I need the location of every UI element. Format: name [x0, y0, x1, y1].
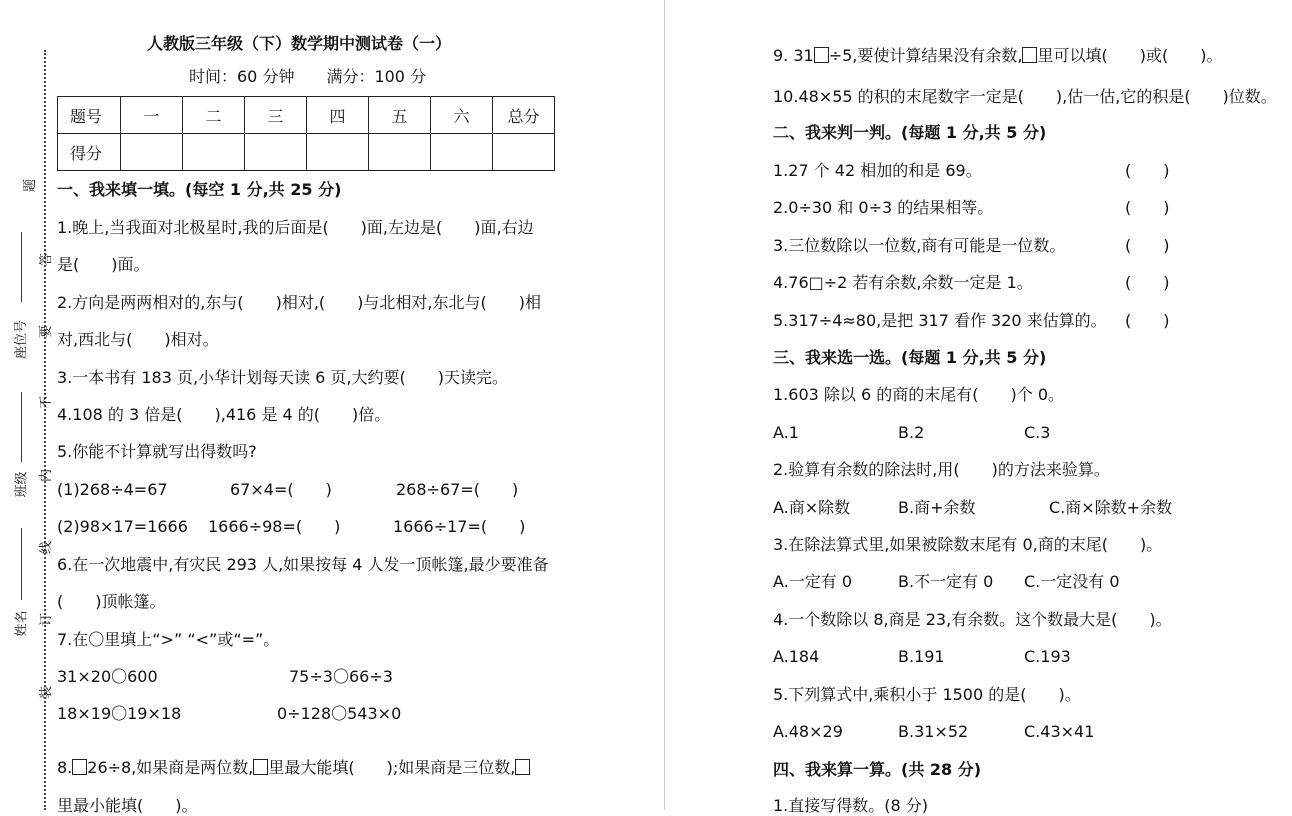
choice-4-option-a: A.184: [773, 647, 820, 666]
score-row-label: 得分: [58, 134, 121, 171]
name-write-line[interactable]: [21, 528, 22, 600]
seal-char-2: 答: [39, 252, 55, 267]
blank-box: [253, 759, 268, 775]
score-cell-header: 总分: [493, 97, 555, 134]
judge-answer-2: ( ): [1125, 198, 1170, 217]
question-5-2-given: (2)98×17=1666: [57, 517, 188, 536]
seal-char-1: 题: [23, 178, 39, 193]
score-cell-header: 二: [183, 97, 245, 134]
section-4-part-1: 1.直接写得数。(8 分): [773, 796, 929, 815]
score-table-header-row: [58, 97, 555, 134]
score-cell-header: 五: [369, 97, 431, 134]
question-8-line-2: 里最小能填( )。: [57, 796, 198, 815]
seal-char-4: 不: [39, 395, 55, 410]
question-5-1-blank-a: 67×4=( ): [230, 480, 332, 499]
choice-question-4: 4.一个数除以 8,商是 23,有余数。这个数最大是( )。: [773, 610, 1172, 629]
score-cell-header: 四: [307, 97, 369, 134]
question-7: 7.在〇里填上“>” “<”或“=”。: [57, 630, 280, 649]
seat-label: 座位号: [14, 319, 30, 360]
seal-char-3: 要: [39, 324, 55, 339]
question-8-line-1: [57, 758, 530, 778]
score-table: [57, 96, 555, 171]
judge-question-3: 3.三位数除以一位数,商有可能是一位数。: [773, 236, 1066, 255]
section-3-heading: 三、我来选一选。(每题 1 分,共 5 分): [773, 348, 1047, 367]
question-9-part-b: 里可以填( )或( )。: [1037, 46, 1223, 65]
class-label: 班级: [14, 471, 30, 498]
question-7-a: 31×20〇600: [57, 667, 158, 686]
choice-2-option-a: A.商×除数: [773, 498, 851, 517]
seal-char-7: 订: [39, 612, 55, 627]
score-cell-blank[interactable]: [245, 134, 307, 171]
page-divider: [664, 0, 665, 810]
seal-char-8: 装: [39, 685, 55, 700]
score-cell-label: 题号: [58, 97, 121, 134]
blank-box: [814, 47, 829, 63]
choice-5-option-c: C.43×41: [1024, 722, 1095, 741]
question-5-1-blank-b: 268÷67=( ): [396, 480, 519, 499]
question-6-line-2: ( )顶帐篷。: [57, 592, 166, 611]
score-cell-blank[interactable]: [493, 134, 555, 171]
choice-4-option-b: B.191: [898, 647, 945, 666]
judge-answer-4: ( ): [1125, 273, 1170, 292]
choice-3-option-c: C.一定没有 0: [1024, 572, 1120, 591]
name-label: 姓名: [14, 610, 30, 637]
question-2-line-1: 2.方向是两两相对的,东与( )相对,( )与北相对,东北与( )相: [57, 293, 541, 312]
choice-2-option-c: C.商×除数+余数: [1049, 498, 1173, 517]
question-8-part-b: 里最大能填( );如果商是三位数,: [268, 758, 516, 777]
score-table-score-row: [58, 134, 555, 171]
question-9: [773, 46, 1222, 66]
score-cell-header: 一: [121, 97, 183, 134]
choice-question-5: 5.下列算式中,乘积小于 1500 的是( )。: [773, 685, 1081, 704]
choice-4-option-c: C.193: [1024, 647, 1071, 666]
page-title: 人教版三年级（下）数学期中测试卷（一）: [147, 34, 452, 53]
question-7-b: 75÷3〇66÷3: [289, 667, 393, 686]
question-1-line-2: 是( )面。: [57, 255, 150, 274]
blank-box: [515, 759, 530, 775]
judge-answer-3: ( ): [1125, 236, 1170, 255]
question-6-line-1: 6.在一次地震中,有灾民 293 人,如果按每 4 人发一顶帐篷,最少要准备: [57, 555, 549, 574]
judge-question-5: 5.317÷4≈80,是把 317 看作 320 来估算的。: [773, 311, 1107, 330]
choice-3-option-a: A.一定有 0: [773, 572, 853, 591]
question-10: 10.48×55 的积的末尾数字一定是( ),估一估,它的积是( )位数。: [773, 87, 1277, 106]
question-9-prefix: 9. 31: [773, 46, 814, 65]
score-cell-blank[interactable]: [121, 134, 183, 171]
choice-question-2: 2.验算有余数的除法时,用( )的方法来验算。: [773, 460, 1110, 479]
class-write-line[interactable]: [21, 392, 22, 462]
seat-write-line[interactable]: [21, 232, 22, 302]
score-cell-header: 六: [431, 97, 493, 134]
question-7-c: 18×19〇19×18: [57, 704, 182, 723]
section-2-heading: 二、我来判一判。(每题 1 分,共 5 分): [773, 123, 1047, 142]
score-cell-blank[interactable]: [307, 134, 369, 171]
question-9-part-a: ÷5,要使计算结果没有余数,: [828, 46, 1023, 65]
choice-question-3: 3.在除法算式里,如果被除数末尾有 0,商的末尾( )。: [773, 535, 1163, 554]
question-8-part-a: 26÷8,如果商是两位数,: [87, 758, 254, 777]
question-2-line-2: 对,西北与( )相对。: [57, 330, 219, 349]
score-cell-blank[interactable]: [369, 134, 431, 171]
question-4: 4.108 的 3 倍是( ),416 是 4 的( )倍。: [57, 405, 391, 424]
choice-2-option-b: B.商+余数: [898, 498, 976, 517]
score-cell-header: 三: [245, 97, 307, 134]
choice-5-option-b: B.31×52: [898, 722, 969, 741]
seal-char-6: 线: [39, 540, 55, 555]
blank-box: [1022, 47, 1037, 63]
question-5-2-blank-b: 1666÷17=( ): [393, 517, 526, 536]
exam-time-info: 时间：60 分钟 满分：100 分: [189, 67, 427, 86]
judge-question-2: 2.0÷30 和 0÷3 的结果相等。: [773, 198, 994, 217]
score-cell-blank[interactable]: [431, 134, 493, 171]
seal-char-5: 内: [39, 468, 55, 483]
choice-3-option-b: B.不一定有 0: [898, 572, 994, 591]
question-5-2-blank-a: 1666÷98=( ): [208, 517, 341, 536]
choice-1-option-c: C.3: [1024, 423, 1051, 442]
choice-question-1: 1.603 除以 6 的商的末尾有( )个 0。: [773, 385, 1064, 404]
judge-answer-5: ( ): [1125, 311, 1170, 330]
judge-question-1: 1.27 个 42 相加的和是 69。: [773, 161, 982, 180]
judge-answer-1: ( ): [1125, 161, 1170, 180]
choice-5-option-a: A.48×29: [773, 722, 843, 741]
question-3: 3.一本书有 183 页,小华计划每天读 6 页,大约要( )天读完。: [57, 368, 508, 387]
question-5-1-given: (1)268÷4=67: [57, 480, 168, 499]
blank-box: [72, 759, 87, 775]
section-4-heading: 四、我来算一算。(共 28 分): [773, 760, 982, 779]
score-cell-blank[interactable]: [183, 134, 245, 171]
section-1-heading: 一、我来填一填。(每空 1 分,共 25 分): [57, 180, 342, 199]
choice-1-option-a: A.1: [773, 423, 799, 442]
question-1-line-1: 1.晚上,当我面对北极星时,我的后面是( )面,左边是( )面,右边: [57, 218, 534, 237]
judge-question-4: 4.76□÷2 若有余数,余数一定是 1。: [773, 273, 1033, 292]
question-7-d: 0÷128〇543×0: [277, 704, 402, 723]
choice-1-option-b: B.2: [898, 423, 925, 442]
question-8-prefix: 8.: [57, 758, 73, 777]
question-5: 5.你能不计算就写出得数吗?: [57, 442, 257, 461]
